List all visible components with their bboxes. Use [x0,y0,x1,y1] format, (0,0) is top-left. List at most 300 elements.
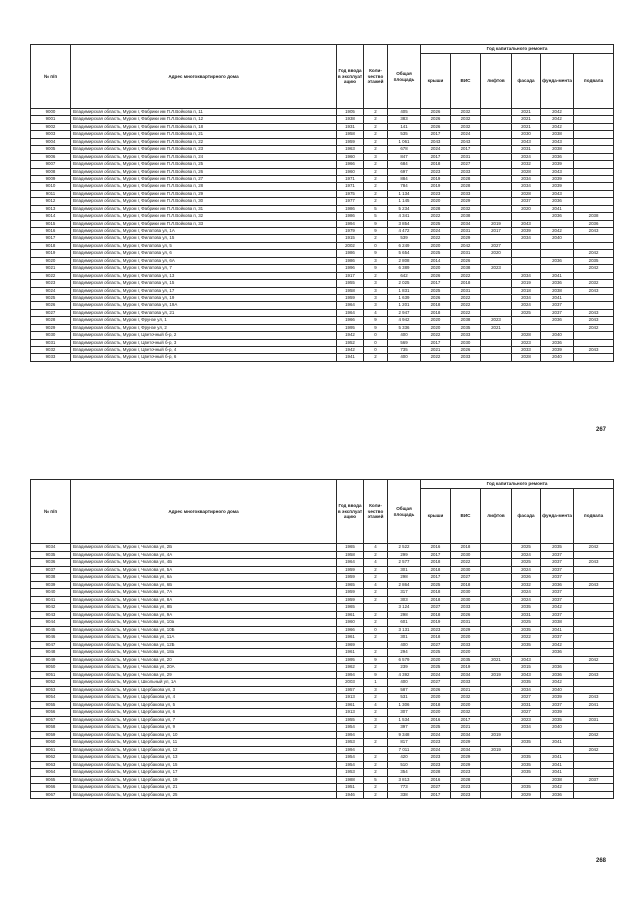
cell-address: Владимирская область, Муром г, Щербакова ул, 15 [71,761,337,769]
cell-number: 9000 [31,109,71,116]
cell-foundation [541,731,574,739]
cell-floors: 2 [364,784,388,792]
col-area-header: Общая площадь [388,45,421,109]
cell-basement: 2043 [574,559,614,567]
table-row [31,544,614,552]
cell-vis: 2021 [451,724,481,732]
cell-number: 9039 [31,581,71,589]
cell-number: 9067 [31,791,71,799]
cell-lifts [481,354,512,361]
col-year-built-header: Год ввода в эксплуат ацию [337,45,364,109]
cell-foundation [541,746,574,754]
cell-basement [574,739,614,747]
cell-lifts [481,596,512,604]
cell-floors: 4 [364,559,388,567]
cell-basement [574,190,614,197]
cell-foundation: 2039 [541,161,574,168]
cell-facade: 2031 [512,701,541,709]
cell-facade: 2035 [512,769,541,777]
cell-number: 9007 [31,161,71,168]
cell-foundation [541,656,574,664]
cell-roofs: 2024 [421,731,451,739]
table-row [31,190,614,197]
cell-vis: 2034 [451,220,481,227]
table-row [31,339,614,346]
cell-foundation: 2036 [541,671,574,679]
cell-address: Владимирская область, Муром г, Фабрики им П.Л.Войкова п, 12 [71,116,337,123]
cell-basement [574,724,614,732]
cell-foundation: 2036 [541,317,574,324]
cell-roofs: 2021 [421,347,451,354]
cell-basement [574,138,614,145]
cell-basement [574,754,614,762]
cell-basement [574,566,614,574]
cell-basement [574,761,614,769]
cell-number: 9004 [31,138,71,145]
cell-address: Владимирская область, Муром г, Щербакова ул, 12 [71,746,337,754]
cell-roofs: 2020 [421,198,451,205]
cell-basement [574,611,614,619]
cell-foundation: 2038 [541,619,574,627]
cell-foundation: 2038 [541,146,574,153]
cell-facade: 2024 [512,551,541,559]
cell-number: 9035 [31,551,71,559]
cell-lifts [481,205,512,212]
table-row [31,242,614,249]
cell-lifts [481,776,512,784]
cell-year-built: 1996 [337,265,364,272]
cell-lifts: 2019 [481,731,512,739]
cell-foundation: 2043 [541,168,574,175]
cell-vis: 2026 [451,611,481,619]
cell-foundation: 2037 [541,611,574,619]
cell-vis: 2027 [451,574,481,582]
cell-lifts [481,641,512,649]
cell-year-built: 1965 [337,604,364,612]
cell-basement [574,131,614,138]
cell-lifts [481,198,512,205]
cell-vis: 2029 [451,761,481,769]
cell-foundation: 2042 [541,641,574,649]
cell-lifts: 2019 [481,671,512,679]
cell-floors: 2 [364,190,388,197]
table-row [31,265,614,272]
cell-lifts [481,123,512,130]
cell-floors: 2 [364,574,388,582]
cell-year-built: 1951 [337,784,364,792]
cell-floors: 2 [364,709,388,717]
cell-number: 9025 [31,294,71,301]
cell-address: Владимирская область, Муром г, Фабрики им П.Л.Войкова п, 22 [71,138,337,145]
cell-area: 5 336 [388,324,421,331]
cell-roofs: 2018 [421,302,451,309]
cell-floors: 9 [364,317,388,324]
table-row [31,649,614,657]
cell-vis: 2031 [451,287,481,294]
col-vis-header: ВИС [451,54,481,109]
cell-address: Владимирская область, Муром г, Филатова ул, 21 [71,309,337,316]
cell-year-built: 1994 [337,731,364,739]
cell-roofs: 2026 [421,272,451,279]
col-vis-header: ВИС [451,489,481,544]
cell-roofs: 2020 [421,324,451,331]
cell-roofs: 2020 [421,656,451,664]
cell-number: 9042 [31,604,71,612]
cell-foundation: 2035 [541,716,574,724]
cell-vis: 2038 [451,213,481,220]
cell-vis: 2034 [451,731,481,739]
cell-roofs: 2025 [421,220,451,227]
cell-lifts [481,664,512,672]
cell-year-built: 1965 [337,544,364,552]
cell-basement [574,198,614,205]
cell-floors: 3 [364,287,388,294]
cell-basement: 2042 [574,544,614,552]
cell-area: 4 341 [388,213,421,220]
cell-floors: 2 [364,754,388,762]
table-row [31,641,614,649]
cell-number: 9061 [31,746,71,754]
table-row [31,589,614,597]
cell-basement [574,619,614,627]
cell-basement: 2042 [574,656,614,664]
cell-area: 587 [388,686,421,694]
cell-facade: 2020 [512,205,541,212]
table-row [31,138,614,145]
cell-vis: 2028 [451,175,481,182]
cell-floors [364,731,388,739]
cell-foundation: 2042 [541,604,574,612]
cell-roofs: 2018 [421,309,451,316]
cell-number: 9015 [31,220,71,227]
cell-number: 9031 [31,339,71,346]
cell-area: 1 534 [388,716,421,724]
cell-roofs: 2027 [421,784,451,792]
cell-area: 400 [388,641,421,649]
table-row [31,596,614,604]
cell-number: 9051 [31,671,71,679]
cell-roofs: 2020 [421,265,451,272]
cell-foundation: 2041 [541,769,574,777]
cell-lifts [481,709,512,717]
cell-foundation: 2039 [541,694,574,702]
cell-vis: 2035 [451,656,481,664]
cell-basement: 2043 [574,581,614,589]
cell-roofs: 2026 [421,123,451,130]
cell-roofs: 2019 [421,175,451,182]
cell-floors: 0 [364,626,388,634]
cell-facade: 2034 [512,175,541,182]
cell-year-built: 1954 [337,724,364,732]
cell-address: Владимирская область, Муром г, Щербакова ул, 13 [71,754,337,762]
cell-vis: 2020 [451,701,481,709]
cell-address: Владимирская область, Муром г, Чкалова ул, 7А [71,589,337,597]
cell-vis: 2032 [451,205,481,212]
cell-lifts [481,791,512,799]
cell-facade: 2021 [512,116,541,123]
cell-foundation: 2036 [541,257,574,264]
cell-year-built: 1959 [337,294,364,301]
cell-foundation: 2041 [541,761,574,769]
cell-roofs: 2020 [421,317,451,324]
cell-area: 2 522 [388,544,421,552]
cell-area: 4 942 [388,317,421,324]
cell-floors: 9 [364,250,388,257]
cell-basement [574,175,614,182]
cell-foundation: 2037 [541,309,574,316]
cell-number: 9065 [31,776,71,784]
cell-area: 2 577 [388,559,421,567]
cell-area: 400 [388,354,421,361]
cell-foundation [541,220,574,227]
cell-roofs: 2017 [421,280,451,287]
cell-lifts [481,294,512,301]
table-body-page-268 [31,544,614,799]
cell-year-built: 1965 [337,581,364,589]
cell-lifts [481,566,512,574]
cell-foundation: 2038 [541,776,574,784]
cell-floors: 3 [364,302,388,309]
cell-lifts [481,235,512,242]
cell-basement [574,641,614,649]
cell-vis: 2024 [451,131,481,138]
cell-lifts [481,589,512,597]
cell-facade: 2034 [512,294,541,301]
cell-number: 9010 [31,183,71,190]
cell-year-built: 1986 [337,257,364,264]
cell-lifts [481,168,512,175]
cell-foundation: 2038 [541,131,574,138]
cell-lifts [481,686,512,694]
cell-basement [574,354,614,361]
cell-lifts [481,619,512,627]
cell-roofs: 2016 [421,544,451,552]
table-row [31,746,614,754]
cell-facade: 2029 [512,791,541,799]
cell-floors: 2 [364,649,388,657]
cell-number: 9022 [31,272,71,279]
cell-foundation: 2036 [541,198,574,205]
cell-number: 9038 [31,574,71,582]
cell-roofs: 2023 [421,739,451,747]
table-row [31,294,614,301]
cell-lifts [481,634,512,642]
cell-basement: 2042 [574,746,614,754]
cell-lifts [481,754,512,762]
cell-lifts [481,649,512,657]
cell-floors: 9 [364,656,388,664]
cell-vis: 2031 [451,250,481,257]
cell-address: Владимирская область, Муром г, Чкалова ул, 11А [71,634,337,642]
cell-foundation: 2043 [541,138,574,145]
table-row [31,626,614,634]
cell-lifts [481,272,512,279]
cell-floors: 3 [364,716,388,724]
cell-basement [574,168,614,175]
cell-address: Владимирская область, Муром г, Фабрики им П.Л.Войкова п, 28 [71,183,337,190]
table-row [31,559,614,567]
col-floors-header: Коли-чество этажей [364,480,388,544]
cell-roofs: 2018 [421,161,451,168]
table-row [31,153,614,160]
cell-area: 420 [388,754,421,762]
cell-address: Владимирская область, Муром г, Фрунзе ул, 2 [71,324,337,331]
cell-address: Владимирская область, Муром г, Щербакова ул, 11 [71,739,337,747]
cell-area: 400 [388,332,421,339]
cell-number: 9018 [31,242,71,249]
cell-vis: 2022 [451,302,481,309]
cell-address: Владимирская область, Муром г, Цветочный б-р, 2 [71,332,337,339]
cell-facade: 2043 [512,656,541,664]
cell-facade: 2018 [512,287,541,294]
cell-lifts [481,701,512,709]
cell-roofs: 2028 [421,769,451,777]
cell-address: Владимирская область, Муром г, Чкалова ул, 29 [71,671,337,679]
cell-year-built: 1957 [337,686,364,694]
cell-vis: 2035 [451,324,481,331]
cell-year-built: 1966 [337,317,364,324]
cell-lifts: 2017 [481,228,512,235]
cell-year-built: 1994 [337,671,364,679]
cell-number: 9046 [31,634,71,642]
cell-vis: 2033 [451,168,481,175]
col-foundation-header: фунда-мента [541,489,574,544]
cell-address: Владимирская область, Муром г, Филатова ул, 17 [71,287,337,294]
cell-area: 3 124 [388,604,421,612]
cell-facade: 2025 [512,309,541,316]
cell-roofs: 2017 [421,551,451,559]
table-row [31,581,614,589]
cell-floors: 0 [364,332,388,339]
cell-foundation: 2036 [541,649,574,657]
cell-number: 9034 [31,544,71,552]
cell-year-built: 1905 [337,109,364,116]
cell-roofs: 2017 [421,339,451,346]
page-number: 268 [596,858,607,864]
cell-address: Владимирская область, Муром г, Цветочный б-р, 3 [71,339,337,346]
cell-facade [512,213,541,220]
cell-roofs: 2022 [421,235,451,242]
cell-area: 642 [388,272,421,279]
cell-lifts: 2027 [481,242,512,249]
cell-floors: 2 [364,183,388,190]
cell-roofs: 2019 [421,183,451,190]
cell-roofs: 2023 [421,190,451,197]
cell-roofs: 2020 [421,242,451,249]
cell-area: 601 [388,619,421,627]
cell-vis: 2031 [451,228,481,235]
cell-lifts [481,138,512,145]
cell-roofs: 2025 [421,649,451,657]
cell-basement: 2035 [574,257,614,264]
cell-floors: 2 [364,235,388,242]
cell-vis: 2030 [451,596,481,604]
cell-year-built: 1986 [337,250,364,257]
cell-area: 539 [388,235,421,242]
cell-number: 9037 [31,566,71,574]
cell-basement: 2042 [574,731,614,739]
cell-roofs: 2024 [421,746,451,754]
cell-area: 301 [388,634,421,642]
cell-address: Владимирская область, Муром г, Фабрики им П.Л.Войкова п, 18 [71,123,337,130]
cell-vis: 2023 [451,791,481,799]
cell-address: Владимирская область, Муром г, Чкалова ул, 5А [71,566,337,574]
cell-floors: 5 [364,776,388,784]
cell-address: Владимирская область, Муром г, Щербакова ул, 6 [71,709,337,717]
cell-facade: 2024 [512,566,541,574]
cell-year-built: 1977 [337,198,364,205]
cell-facade: 2034 [512,183,541,190]
cell-area: 3 813 [388,776,421,784]
cell-basement [574,784,614,792]
cell-number: 9005 [31,146,71,153]
cell-foundation: 2035 [541,544,574,552]
cell-floors: 2 [364,761,388,769]
cell-floors: 3 [364,686,388,694]
cell-number: 9036 [31,559,71,567]
cell-vis: 2017 [451,716,481,724]
cell-basement: 2043 [574,694,614,702]
cell-area: 2 808 [388,257,421,264]
cell-number: 9047 [31,641,71,649]
table-row [31,656,614,664]
cell-area: 239 [388,664,421,672]
cell-basement [574,235,614,242]
cell-floors: 2 [364,175,388,182]
cell-facade: 2026 [512,574,541,582]
cell-basement: 2042 [574,324,614,331]
cell-foundation [541,242,574,249]
cell-vis: 2020 [451,634,481,642]
cell-address: Владимирская область, Муром г, Филатова ул, 6А [71,257,337,264]
cell-roofs: 2027 [421,679,451,687]
cell-basement [574,153,614,160]
cell-area: 2 864 [388,581,421,589]
table-row [31,566,614,574]
cell-year-built: 1915 [337,235,364,242]
cell-year-built: 1971 [337,183,364,190]
cell-lifts: 2019 [481,746,512,754]
cell-lifts [481,309,512,316]
table-row [31,250,614,257]
cell-address: Владимирская область, Муром г, Щербакова ул, 19 [71,776,337,784]
cell-area: 773 [388,784,421,792]
cell-foundation: 2036 [541,213,574,220]
cell-area: 298 [388,611,421,619]
cell-facade: 2024 [512,589,541,597]
cell-address: Владимирская область, Муром г, Цветочный б-р, 6 [71,354,337,361]
cell-vis: 2023 [451,769,481,777]
cell-floors: 2 [364,168,388,175]
cell-foundation: 2036 [541,581,574,589]
cell-number: 9017 [31,235,71,242]
cell-foundation: 2037 [541,701,574,709]
cell-lifts [481,190,512,197]
cell-floors: 2 [364,272,388,279]
cell-area: 1 061 [388,138,421,145]
cell-roofs: 2028 [421,205,451,212]
cell-year-built: 1955 [337,280,364,287]
cell-lifts [481,213,512,220]
cell-vis: 2034 [451,671,481,679]
cell-vis: 2021 [451,686,481,694]
cell-year-built: 1971 [337,175,364,182]
cell-year-built: 1953 [337,739,364,747]
cell-lifts: 2019 [481,220,512,227]
cell-number: 9008 [31,168,71,175]
cell-address: Владимирская область, Муром г, Щербакова ул, 7 [71,716,337,724]
cell-facade: 2033 [512,347,541,354]
